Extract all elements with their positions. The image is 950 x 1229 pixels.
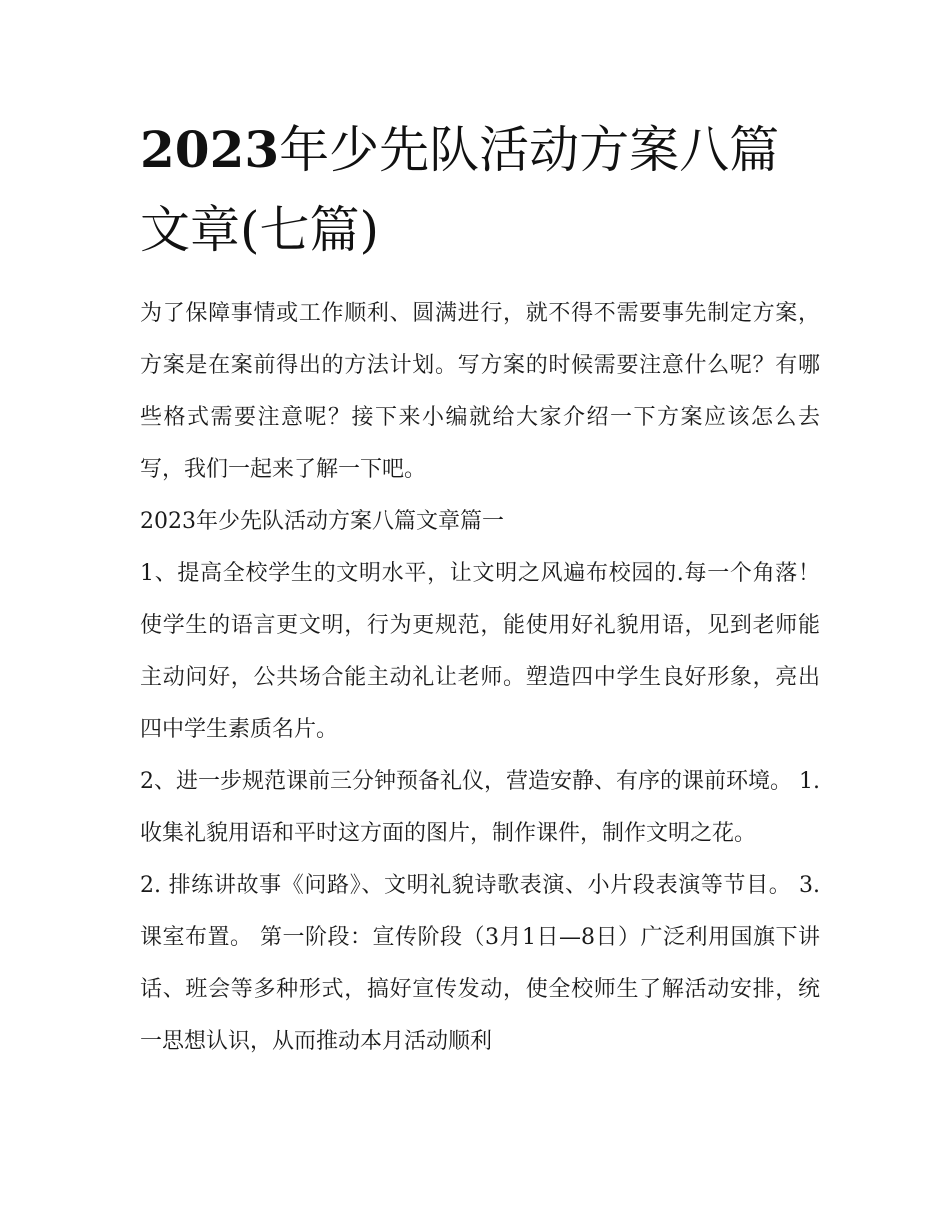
title-text: 年少先队活动方案八篇文章(七篇) (140, 121, 780, 259)
title-year: 2023 (140, 120, 280, 179)
paragraph-item-1: 1、提高全校学生的文明水平，让文明之风遍布校园的.每一个角落！使学生的语言更文明，行为更规范，能使用好礼貌用语，见到老师能主动问好，公共场合能主动礼让老师。塑造四中学生良好形象，亮出四中学生素质名片。 (140, 561, 820, 742)
paragraph-item-2: 2、进一步规范课前三分钟预备礼仪，营造安静、有序的课前环境。 1. 收集礼貌用语和平时这方面的图片，制作课件，制作文明之花。 (140, 769, 820, 846)
section-heading: 2023年少先队活动方案八篇文章篇一 (140, 509, 504, 534)
intro-paragraph: 为了保障事情或工作顺利、圆满进行，就不得不需要事先制定方案，方案是在案前得出的方法计划。写方案的时候需要注意什么呢？有哪些格式需要注意呢？接下来小编就给大家介绍一下方案应该怎么去写，我们一起来了解一下吧。 (140, 301, 820, 482)
paragraph-item-3: 2. 排练讲故事《问路》、文明礼貌诗歌表演、小片段表演等节目。 3.课室布置。 第一阶段：宣传阶段（3月1日—8日）广泛利用国旗下讲话、班会等多种形式，搞好宣传发动，使全校师生了解活动安排，统一思想认识，从而推动本月活动顺利 (140, 873, 820, 1054)
document-body (140, 110, 820, 1068)
document-title (140, 110, 820, 270)
